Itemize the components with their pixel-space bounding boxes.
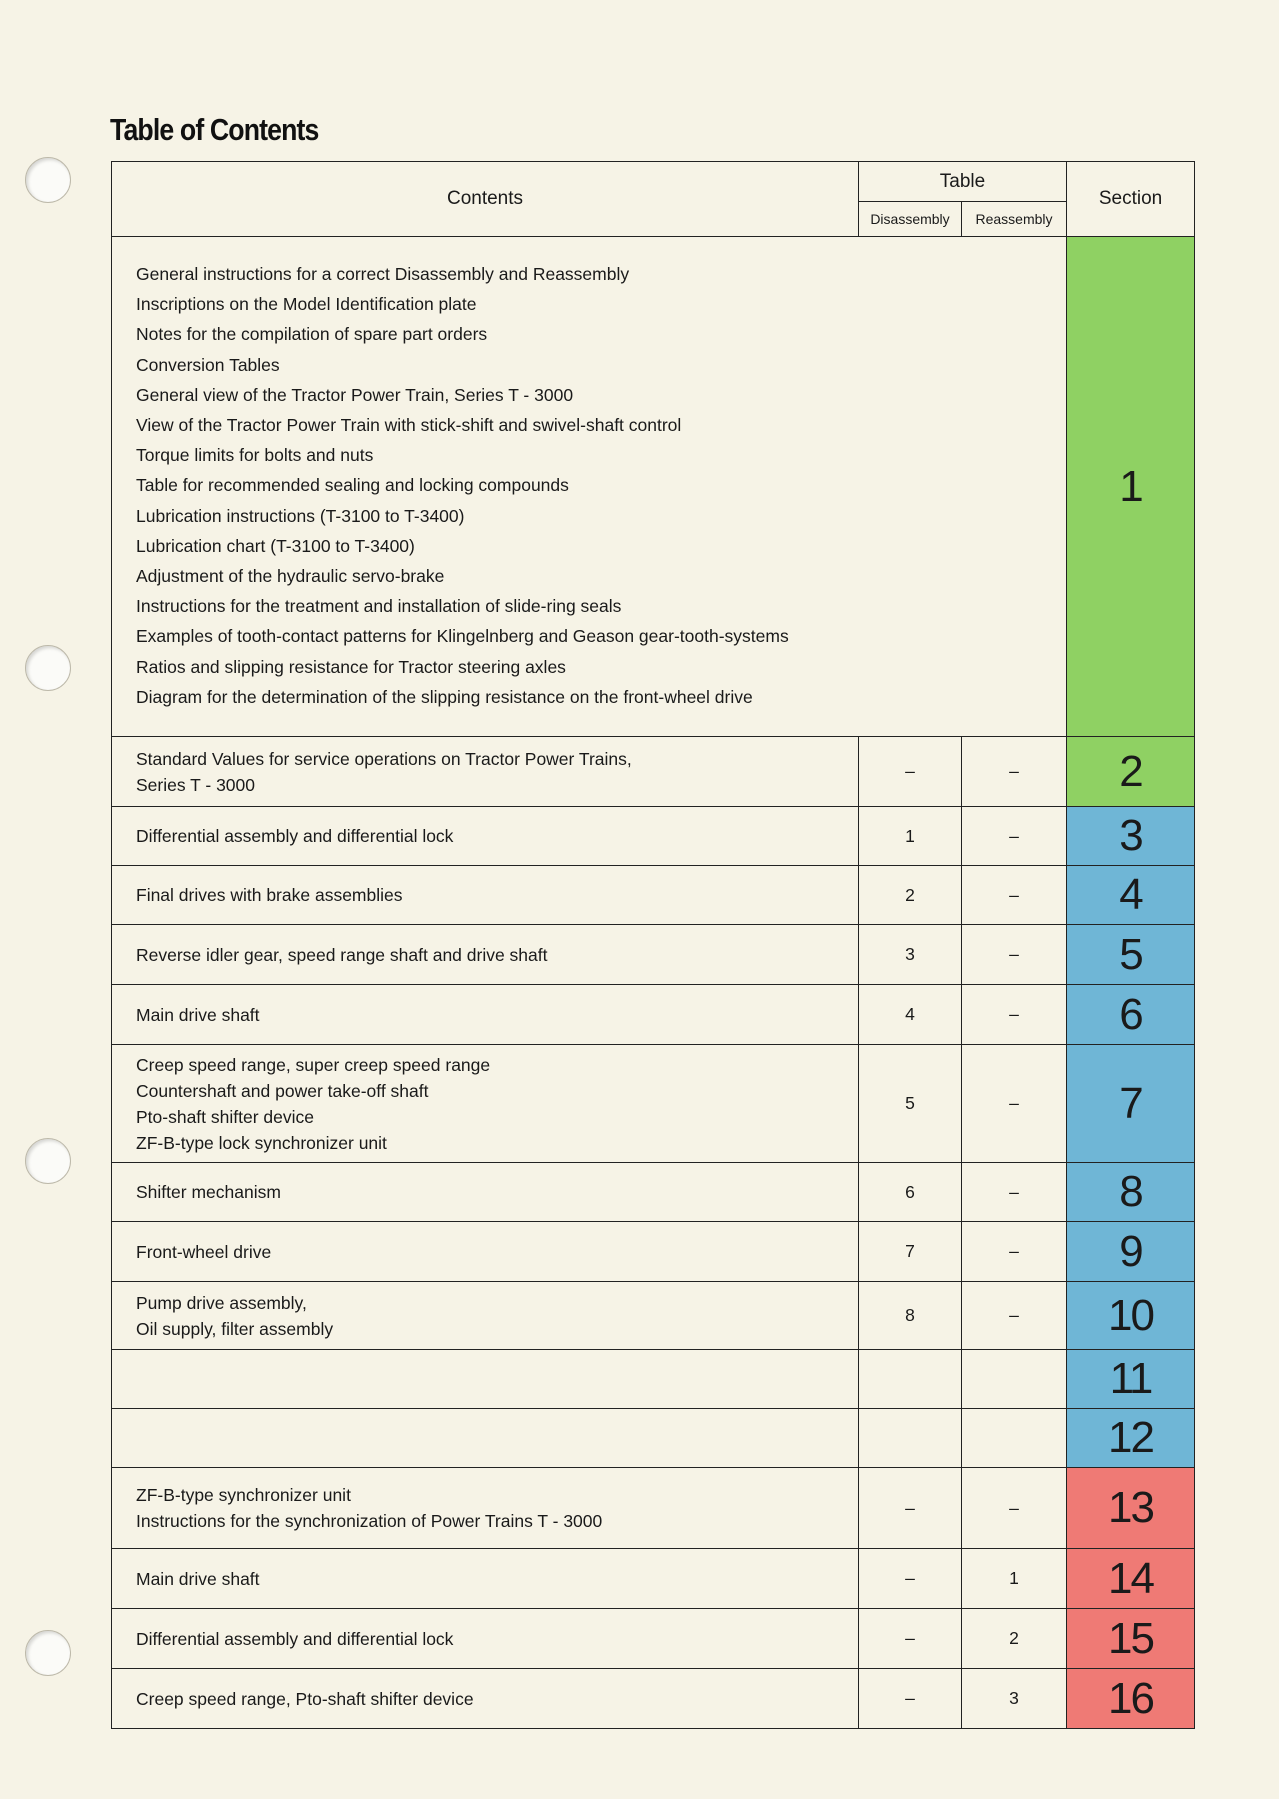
table-row bbox=[112, 1222, 1195, 1282]
row-contents-line: Series T - 3000 bbox=[136, 774, 256, 795]
table-row bbox=[112, 1549, 1195, 1609]
row-contents-line: ZF-B-type lock synchronizer unit bbox=[136, 1132, 387, 1153]
section-1-item: Instructions for the treatment and installation of slide-ring seals bbox=[136, 596, 622, 617]
row-disassembly: – bbox=[859, 1468, 962, 1549]
row-reassembly: 3 bbox=[962, 1669, 1067, 1729]
row-contents-line: Pto-shaft shifter device bbox=[136, 1106, 314, 1127]
row-contents-line: Shifter mechanism bbox=[136, 1182, 281, 1203]
row-disassembly: 6 bbox=[859, 1163, 962, 1222]
row-contents bbox=[112, 866, 859, 925]
row-reassembly: 2 bbox=[962, 1609, 1067, 1669]
row-disassembly: 8 bbox=[859, 1282, 962, 1350]
section-1-item: Notes for the compilation of spare part orders bbox=[136, 324, 488, 345]
table-row bbox=[112, 866, 1195, 925]
section-number: 9 bbox=[1067, 1222, 1195, 1282]
row-contents-line: Pump drive assembly, bbox=[136, 1292, 307, 1313]
section-1-item: Torque limits for bolts and nuts bbox=[136, 445, 374, 466]
row-disassembly: 1 bbox=[859, 807, 962, 866]
section-number: 6 bbox=[1067, 985, 1195, 1045]
row-reassembly: – bbox=[962, 1468, 1067, 1549]
row-contents bbox=[112, 1409, 859, 1468]
row-contents bbox=[112, 1669, 859, 1729]
row-contents bbox=[112, 1222, 859, 1282]
section-1-list bbox=[112, 237, 1067, 737]
table-row bbox=[112, 985, 1195, 1045]
row-reassembly: – bbox=[962, 1282, 1067, 1350]
row-contents bbox=[112, 1045, 859, 1163]
section-number: 5 bbox=[1067, 925, 1195, 985]
row-reassembly: – bbox=[962, 807, 1067, 866]
row-contents bbox=[112, 1282, 859, 1350]
section-1-row bbox=[112, 237, 1195, 737]
section-number: 10 bbox=[1067, 1282, 1195, 1350]
row-disassembly: 2 bbox=[859, 866, 962, 925]
row-reassembly: – bbox=[962, 737, 1067, 807]
row-contents-line: Countershaft and power take-off shaft bbox=[136, 1080, 429, 1101]
section-1-items bbox=[136, 259, 1066, 712]
row-reassembly: – bbox=[962, 1045, 1067, 1163]
row-contents-line: Main drive shaft bbox=[136, 1004, 260, 1025]
section-1-item: Conversion Tables bbox=[136, 354, 280, 375]
row-disassembly bbox=[859, 1350, 962, 1409]
row-reassembly: – bbox=[962, 1222, 1067, 1282]
binder-hole-3 bbox=[25, 1138, 71, 1184]
section-1-item: General view of the Tractor Power Train, Series T - 3000 bbox=[136, 384, 574, 405]
row-contents bbox=[112, 985, 859, 1045]
table-row bbox=[112, 1163, 1195, 1222]
table-row bbox=[112, 1669, 1195, 1729]
section-number: 11 bbox=[1067, 1350, 1195, 1409]
row-reassembly bbox=[962, 1350, 1067, 1409]
section-number: 12 bbox=[1067, 1409, 1195, 1468]
section-1-item: Lubrication chart (T-3100 to T-3400) bbox=[136, 535, 415, 556]
table-row bbox=[112, 1282, 1195, 1350]
section-number: 16 bbox=[1067, 1669, 1195, 1729]
section-1-item: Examples of tooth-contact patterns for Klingelnberg and Geason gear-tooth-systems bbox=[136, 626, 789, 647]
row-contents-line: Differential assembly and differential lock bbox=[136, 826, 454, 847]
row-contents bbox=[112, 807, 859, 866]
row-disassembly: – bbox=[859, 737, 962, 807]
row-contents-line: Final drives with brake assemblies bbox=[136, 885, 403, 906]
header-disassembly: Disassembly bbox=[859, 202, 962, 237]
row-disassembly: – bbox=[859, 1669, 962, 1729]
section-1-item: Table for recommended sealing and locking compounds bbox=[136, 475, 569, 496]
section-number: 8 bbox=[1067, 1163, 1195, 1222]
section-1-item: Adjustment of the hydraulic servo-brake bbox=[136, 566, 445, 587]
row-disassembly: – bbox=[859, 1609, 962, 1669]
row-contents bbox=[112, 1549, 859, 1609]
header-contents: Contents bbox=[112, 162, 859, 237]
table-row bbox=[112, 1045, 1195, 1163]
section-number: 14 bbox=[1067, 1549, 1195, 1609]
table-row bbox=[112, 1468, 1195, 1549]
section-1-item: Inscriptions on the Model Identification plate bbox=[136, 294, 477, 315]
row-reassembly: – bbox=[962, 1163, 1067, 1222]
row-contents-line: ZF-B-type synchronizer unit bbox=[136, 1485, 351, 1506]
row-contents bbox=[112, 1609, 859, 1669]
binder-hole-1 bbox=[25, 157, 71, 203]
row-contents bbox=[112, 737, 859, 807]
row-disassembly: 5 bbox=[859, 1045, 962, 1163]
row-contents-line: Reverse idler gear, speed range shaft and drive shaft bbox=[136, 944, 548, 965]
section-number: 3 bbox=[1067, 807, 1195, 866]
row-reassembly: 1 bbox=[962, 1549, 1067, 1609]
table-row bbox=[112, 925, 1195, 985]
row-contents bbox=[112, 1468, 859, 1549]
row-disassembly bbox=[859, 1409, 962, 1468]
table-row bbox=[112, 1409, 1195, 1468]
row-reassembly: – bbox=[962, 985, 1067, 1045]
row-contents-line: Differential assembly and differential lock bbox=[136, 1628, 454, 1649]
row-contents-line: Front-wheel drive bbox=[136, 1241, 272, 1262]
row-contents-line: Instructions for the synchronization of Power Trains T - 3000 bbox=[136, 1511, 603, 1532]
row-contents bbox=[112, 1350, 859, 1409]
row-contents bbox=[112, 925, 859, 985]
binder-hole-2 bbox=[25, 645, 71, 691]
section-number: 13 bbox=[1067, 1468, 1195, 1549]
row-disassembly: 4 bbox=[859, 985, 962, 1045]
table-row bbox=[112, 1609, 1195, 1669]
section-number: 15 bbox=[1067, 1609, 1195, 1669]
table-row bbox=[112, 1350, 1195, 1409]
binder-hole-4 bbox=[25, 1630, 71, 1676]
row-contents-line: Creep speed range, Pto-shaft shifter device bbox=[136, 1688, 474, 1709]
row-contents-line: Creep speed range, super creep speed range bbox=[136, 1054, 491, 1075]
header-section: Section bbox=[1067, 162, 1195, 237]
row-reassembly: – bbox=[962, 925, 1067, 985]
section-1-item: Ratios and slipping resistance for Tractor steering axles bbox=[136, 656, 566, 677]
table-row bbox=[112, 807, 1195, 866]
section-number: 7 bbox=[1067, 1045, 1195, 1163]
section-number: 2 bbox=[1067, 737, 1195, 807]
header-table: Table bbox=[859, 162, 1067, 202]
row-reassembly: – bbox=[962, 866, 1067, 925]
section-number: 1 bbox=[1067, 237, 1195, 737]
row-contents-line: Oil supply, filter assembly bbox=[136, 1318, 334, 1339]
section-1-item: Lubrication instructions (T-3100 to T-3400) bbox=[136, 505, 465, 526]
section-1-item: General instructions for a correct Disassembly and Reassembly bbox=[136, 264, 630, 284]
header-reassembly: Reassembly bbox=[962, 202, 1067, 237]
contents-table bbox=[111, 161, 1195, 1729]
section-1-item: View of the Tractor Power Train with stick-shift and swivel-shaft control bbox=[136, 415, 682, 436]
row-reassembly bbox=[962, 1409, 1067, 1468]
row-contents bbox=[112, 1163, 859, 1222]
row-contents-line: Standard Values for service operations on Tractor Power Trains, bbox=[136, 748, 632, 769]
row-disassembly: – bbox=[859, 1549, 962, 1609]
section-1-item: Diagram for the determination of the slipping resistance on the front-wheel drive bbox=[136, 686, 753, 707]
row-disassembly: 7 bbox=[859, 1222, 962, 1282]
row-contents-line: Main drive shaft bbox=[136, 1568, 260, 1589]
section-number: 4 bbox=[1067, 866, 1195, 925]
row-disassembly: 3 bbox=[859, 925, 962, 985]
table-row bbox=[112, 737, 1195, 807]
page-title: Table of Contents bbox=[110, 112, 319, 147]
